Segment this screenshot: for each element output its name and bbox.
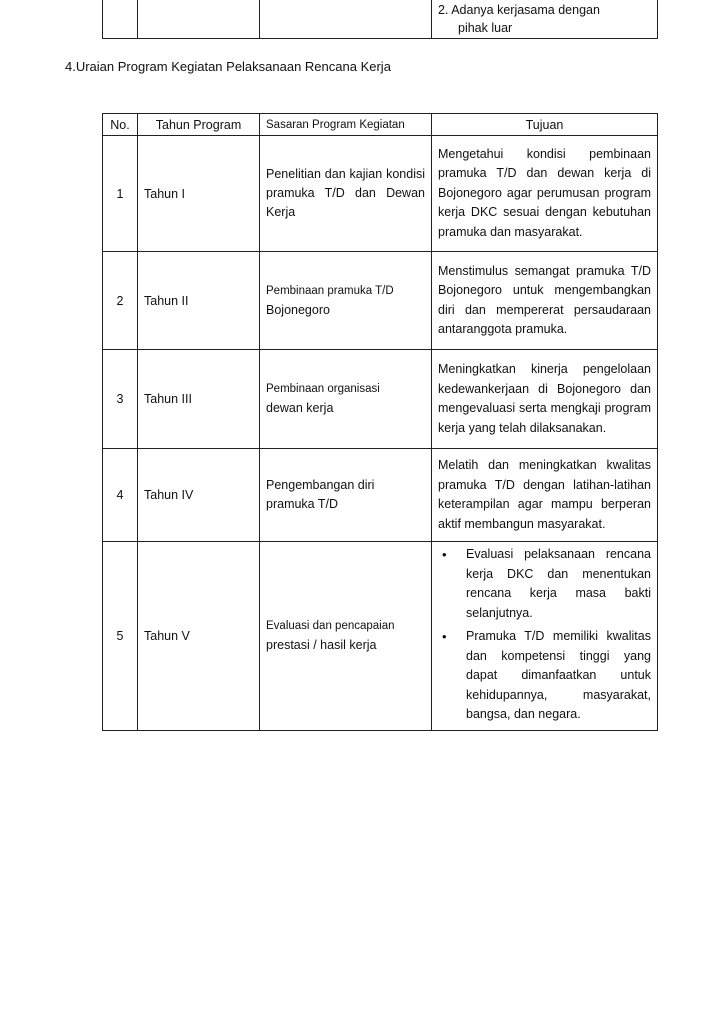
cell-tahun: Tahun II xyxy=(138,252,260,350)
cell-no: 1 xyxy=(103,136,138,252)
cell-sasaran xyxy=(260,252,432,350)
cell-tujuan: Melatih dan meningkatkan kwalitas pramuka T/D dengan latihan-latihan keterampilan agar mampu berperan aktif membangun masyarakat. xyxy=(432,449,658,542)
previous-table-fragment xyxy=(102,0,658,39)
cell-text-line: 2. Adanya kerjasama dengan xyxy=(438,3,600,17)
cell-tujuan: Menstimulus semangat pramuka T/D Bojonegoro untuk mengembangkan diri dan mempererat persaudaraan antaranggota pramuka. xyxy=(432,252,658,350)
cell-no: 2 xyxy=(103,252,138,350)
table-row xyxy=(103,252,658,350)
cell-tujuan: Mengetahui kondisi pembinaan pramuka T/D dan dewan kerja di Bojonegoro agar perumusan program kerja DKC sesuai dengan kebutuhan pramuka dan masyarakat. xyxy=(432,136,658,252)
table-row xyxy=(103,449,658,542)
sasaran-line: Pembinaan organisasi xyxy=(266,383,380,395)
table-cell xyxy=(103,0,138,39)
list-item: • Pramuka T/D memiliki kwalitas dan kompetensi tinggi yang dapat dimanfaatkan untuk kehidupannya, masyarakat, bangsa, dan negara. xyxy=(466,627,651,725)
table-row xyxy=(103,136,658,252)
tujuan-list xyxy=(438,545,651,725)
cell-no: 3 xyxy=(103,350,138,449)
sasaran-line: Pengembangan diri xyxy=(266,478,375,492)
sasaran-line: prestasi / hasil kerja xyxy=(266,637,377,652)
table-cell xyxy=(432,0,658,39)
table-row xyxy=(103,0,658,39)
cell-sasaran xyxy=(260,350,432,449)
cell-tujuan: Meningkatkan kinerja pengelolaan kedewankerjaan di Bojonegoro dan mengevaluasi serta mengkaji program kerja yang telah dilaksanakan. xyxy=(432,350,658,449)
cell-no: 4 xyxy=(103,449,138,542)
table-row xyxy=(103,542,658,731)
sasaran-line: Evaluasi dan pencapaian xyxy=(266,619,395,632)
program-table xyxy=(102,113,658,731)
header-tahun: Tahun Program xyxy=(138,114,260,136)
header-tujuan: Tujuan xyxy=(432,114,658,136)
cell-sasaran xyxy=(260,542,432,731)
table-cell xyxy=(138,0,260,39)
cell-text-line: pihak luar xyxy=(458,21,513,35)
sasaran-line: pramuka T/D xyxy=(266,497,339,511)
cell-tahun: Tahun IV xyxy=(138,449,260,542)
table-header-row xyxy=(103,114,658,136)
sasaran-line: Bojonegoro xyxy=(266,302,330,317)
sasaran-line: dewan kerja xyxy=(266,401,334,415)
cell-tahun: Tahun V xyxy=(138,542,260,731)
cell-tahun: Tahun I xyxy=(138,136,260,252)
list-item: • Evaluasi pelaksanaan rencana kerja DKC dan menentukan rencana kerja masa bakti selanjutnya. xyxy=(466,545,651,623)
table-row xyxy=(103,350,658,449)
header-sasaran: Sasaran Program Kegiatan xyxy=(260,114,432,136)
cell-tahun: Tahun III xyxy=(138,350,260,449)
cell-tujuan xyxy=(432,542,658,731)
section-heading: 4.Uraian Program Kegiatan Pelaksanaan Rencana Kerja xyxy=(65,59,391,74)
sasaran-line: Pembinaan pramuka T/D xyxy=(266,284,394,297)
cell-sasaran: Penelitian dan kajian kondisi pramuka T/D dan Dewan Kerja xyxy=(260,136,432,252)
header-no: No. xyxy=(103,114,138,136)
table-cell xyxy=(260,0,432,39)
cell-no: 5 xyxy=(103,542,138,731)
cell-sasaran xyxy=(260,449,432,542)
